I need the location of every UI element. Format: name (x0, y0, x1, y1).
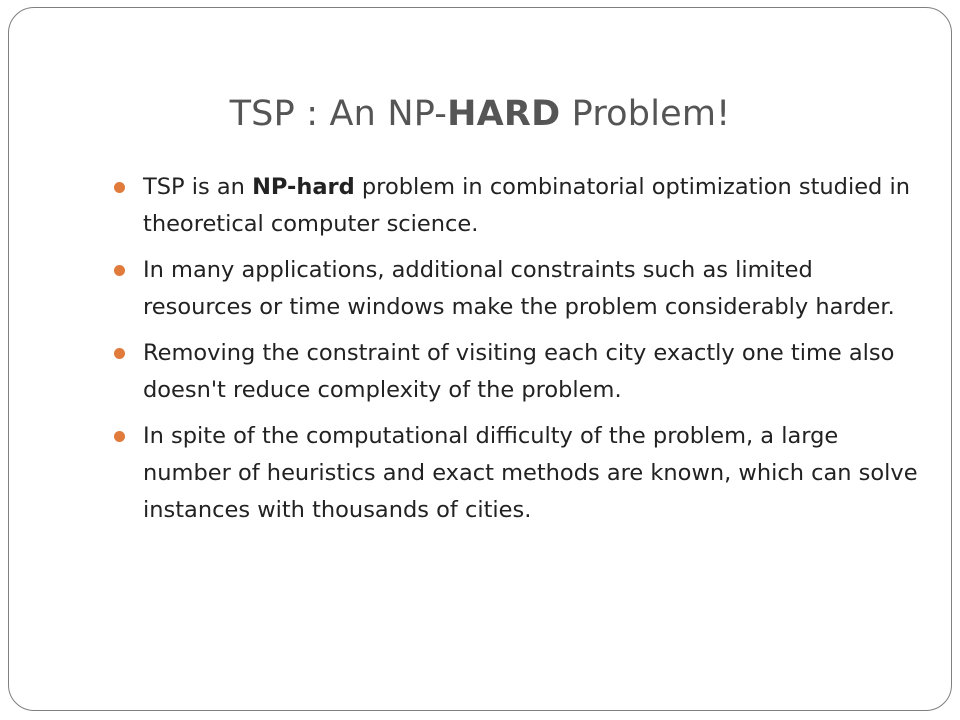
bullet-item (113, 169, 923, 243)
bullet-text-before: Removing the constraint of visiting each city exactly one time also doesn't reduce complexity of the problem. (143, 340, 895, 403)
title-prefix: TSP : An NP- (229, 94, 448, 134)
bullet-text-before: In spite of the computational difficulty of the problem, a large number of heuristics and exact methods are known, which can solve instances with thousands of cities. (143, 423, 918, 523)
bullet-dot-icon (114, 431, 125, 442)
bullet-text-bold: NP-hard (252, 174, 355, 200)
bullet-text-before: TSP is an (143, 174, 253, 200)
bullet-item (113, 252, 923, 326)
slide-title (9, 94, 951, 134)
bullet-dot-icon (114, 182, 125, 193)
bullet-dot-icon (114, 348, 125, 359)
bullet-text-after: problem in combinatorial optimization studied in theoretical computer science. (143, 174, 910, 237)
bullet-list (113, 169, 923, 538)
slide-frame (8, 7, 952, 711)
title-suffix: Problem! (560, 94, 731, 134)
bullet-text-before: In many applications, additional constraints such as limited resources or time windows make the problem considerably harder. (143, 257, 895, 320)
title-emphasis: HARD (447, 94, 561, 134)
bullet-dot-icon (114, 265, 125, 276)
bullet-item (113, 418, 923, 529)
bullet-item (113, 335, 923, 409)
